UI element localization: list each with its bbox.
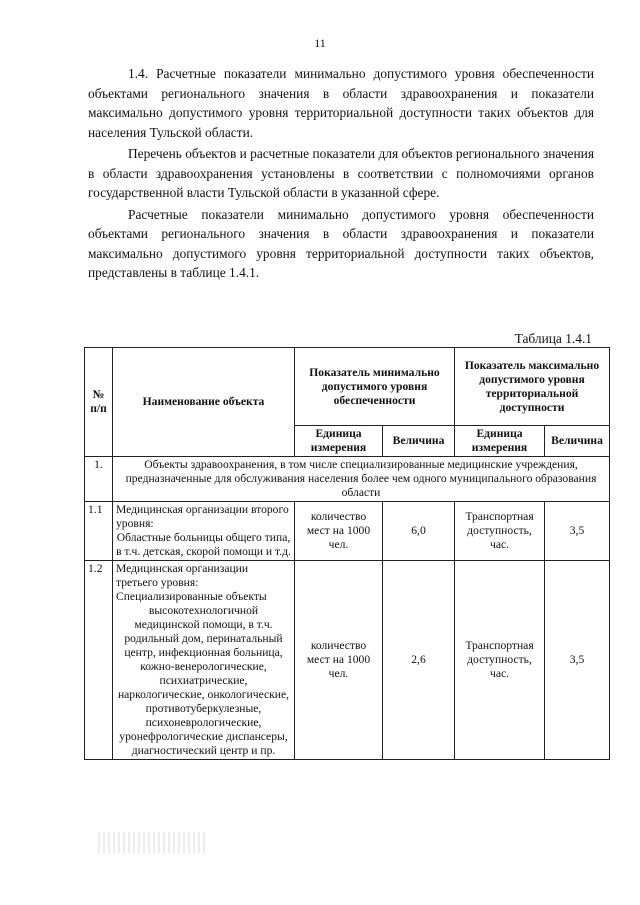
header-num: № п/п xyxy=(85,348,113,457)
header-name: Наименование объекта xyxy=(113,348,295,457)
header-value-1: Величина xyxy=(383,426,455,457)
row-value-2: 3,5 xyxy=(545,502,610,561)
table-caption: Таблица 1.4.1 xyxy=(514,331,592,346)
row-detail: Областные больницы общего типа, в т.ч. детская, скорой помощи и т.д. xyxy=(116,531,291,558)
row-value-1: 2,6 xyxy=(383,561,455,760)
paragraph: Расчетные показатели минимально допустимого уровня обеспеченности объектами регионального значения в области здравоохранения и показатели максимально допустимого уровня территориальной доступности таких объектов, представлены в таблице 1.4.1. xyxy=(88,206,594,280)
row-unit-2: Транспортная доступность, час. xyxy=(455,561,545,760)
row-subtitle: Специализированные объекты xyxy=(116,590,267,603)
header-group-provision: Показатель минимально допустимого уровня обеспеченности xyxy=(295,348,455,426)
header-row xyxy=(85,348,610,426)
header-unit-1: Единица измерения xyxy=(295,426,383,457)
row-num: 1.1 xyxy=(85,502,113,561)
row-detail: высокотехнологичной медицинской помощи, в т.ч. родильный дом, перинатальный центр, инфекционная больница, кожно-венерологические, психиатрические, наркологические, онкологические, противотуберкулезные, психоневрологические, уронефрологические диспансеры, диагностический центр и пр. xyxy=(117,604,290,757)
header-group-accessibility: Показатель максимально допустимого уровня территориальной доступности xyxy=(455,348,610,426)
row-num: 1.2 xyxy=(85,561,113,760)
row-title: Медицинская организации второго уровня: xyxy=(116,503,289,530)
row-value-2: 3,5 xyxy=(545,561,610,760)
section-row xyxy=(85,457,610,502)
header-value-2: Величина xyxy=(545,426,610,457)
indicators-table xyxy=(84,347,610,760)
page-number: 11 xyxy=(314,36,326,50)
section-text: Объекты здравоохранения, в том числе специализированные медицинские учреждения, предназначенные для обслуживания населения более чем одного муниципального образования области xyxy=(113,457,610,502)
scan-artifact xyxy=(98,832,208,854)
row-unit-2: Транспортная доступность, час. xyxy=(455,502,545,561)
body-text xyxy=(88,64,594,285)
header-unit-2: Единица измерения xyxy=(455,426,545,457)
row-title: Медицинская организации третьего уровня: xyxy=(116,562,249,589)
paragraph: 1.4. Расчетные показатели минимально допустимого уровня обеспеченности объектами регионального значения в области здравоохранения и показатели максимально допустимого уровня территориальной доступности таких объектов для населения Тульской области. xyxy=(88,66,594,140)
paragraph: Перечень объектов и расчетные показатели для объектов регионального значения в области здравоохранения установлены в соответствии с полномочиями органов государственной власти Тульской области в указанной сфере. xyxy=(88,146,594,200)
row-unit-1: количество мест на 1000 чел. xyxy=(295,561,383,760)
row-value-1: 6,0 xyxy=(383,502,455,561)
table-row xyxy=(85,502,610,561)
row-name xyxy=(113,502,295,561)
row-unit-1: количество мест на 1000 чел. xyxy=(295,502,383,561)
section-num: 1. xyxy=(85,457,113,502)
row-name xyxy=(113,561,295,760)
table-row xyxy=(85,561,610,760)
